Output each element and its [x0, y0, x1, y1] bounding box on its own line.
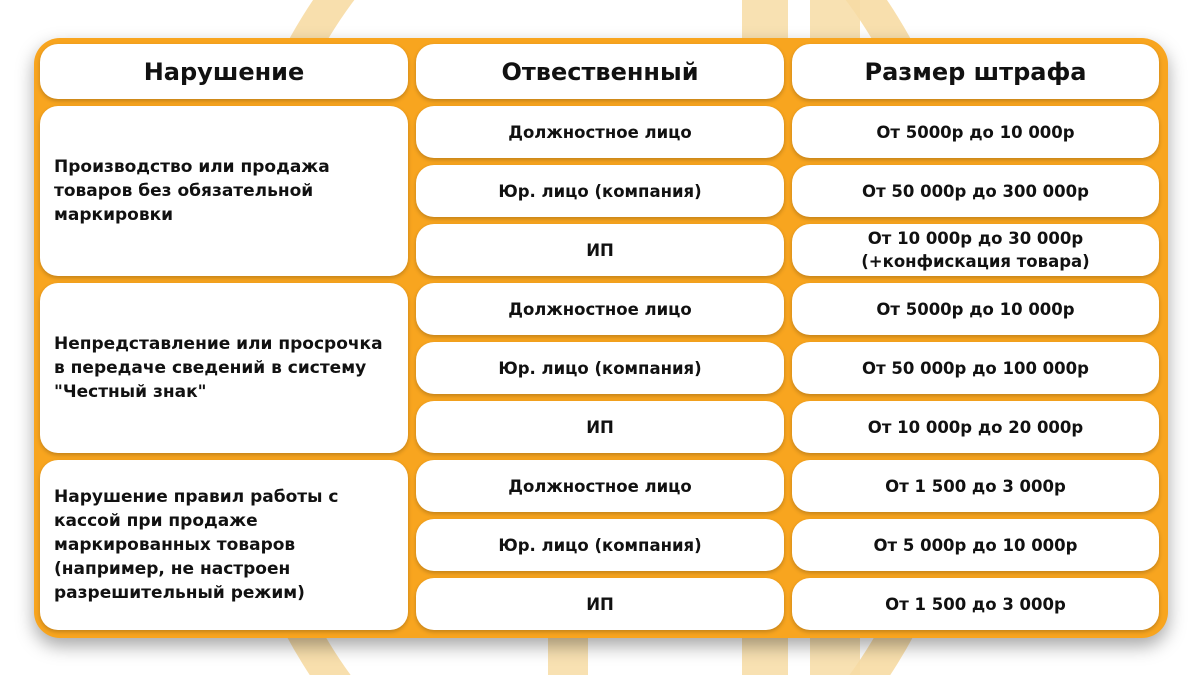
watermark-bar	[548, 636, 588, 675]
fine-cell: От 50 000р до 100 000р	[792, 342, 1159, 394]
watermark-bar	[742, 636, 788, 675]
violation-cell: Нарушение правил работы с кассой при продаже маркированных товаров (например, не настроен разрешительный режим)	[40, 460, 408, 630]
responsible-cell: Юр. лицо (компания)	[416, 165, 784, 217]
watermark-bar	[742, 0, 788, 40]
responsible-cell: Должностное лицо	[416, 283, 784, 335]
responsible-cell: ИП	[416, 401, 784, 453]
header-fine: Размер штрафа	[792, 44, 1159, 99]
fine-cell: От 50 000р до 300 000р	[792, 165, 1159, 217]
fines-table	[34, 38, 1168, 638]
violation-cell: Непредставление или просрочка в передаче сведений в систему "Честный знак"	[40, 283, 408, 453]
fine-cell: От 10 000р до 20 000р	[792, 401, 1159, 453]
fine-cell: От 1 500 до 3 000р	[792, 460, 1159, 512]
responsible-cell: Юр. лицо (компания)	[416, 342, 784, 394]
fine-cell: От 5 000р до 10 000р	[792, 519, 1159, 571]
header-violation: Нарушение	[40, 44, 408, 99]
fine-cell: От 1 500 до 3 000р	[792, 578, 1159, 630]
responsible-cell: Должностное лицо	[416, 460, 784, 512]
responsible-cell: ИП	[416, 578, 784, 630]
fine-cell: От 5000р до 10 000р	[792, 283, 1159, 335]
watermark-bar	[810, 0, 860, 40]
fine-cell: От 5000р до 10 000р	[792, 106, 1159, 158]
watermark-bar	[810, 636, 860, 675]
responsible-cell: Должностное лицо	[416, 106, 784, 158]
violation-cell: Производство или продажа товаров без обязательной маркировки	[40, 106, 408, 276]
fine-cell: От 10 000р до 30 000р (+конфискация товара)	[792, 224, 1159, 276]
responsible-cell: Юр. лицо (компания)	[416, 519, 784, 571]
responsible-cell: ИП	[416, 224, 784, 276]
header-responsible: Отвественный	[416, 44, 784, 99]
